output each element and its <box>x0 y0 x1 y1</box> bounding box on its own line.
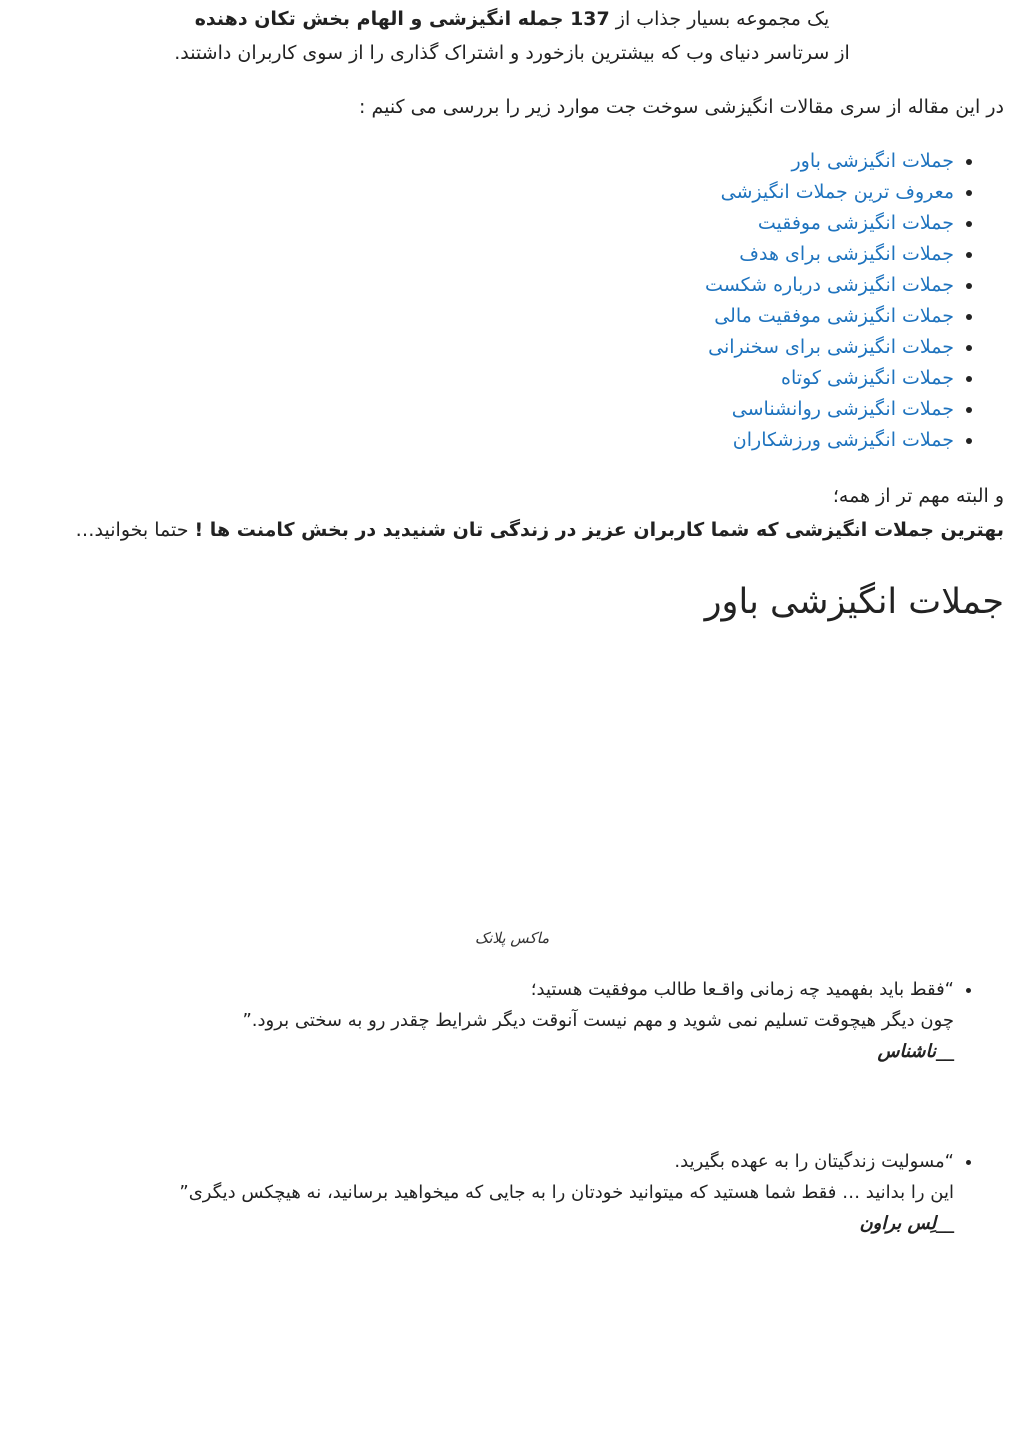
toc-link-failure[interactable]: جملات انگیزشی درباره شکست <box>705 274 954 296</box>
toc-item <box>705 363 954 394</box>
table-of-contents <box>705 146 974 456</box>
quote-line-1: • “مسولیت زندگیتان را به عهده بگیرید. <box>674 1151 954 1172</box>
closing-line-2 <box>76 513 1004 547</box>
toc-link-belief[interactable]: جملات انگیزشی باور <box>791 150 954 172</box>
toc-link-short[interactable]: جملات انگیزشی کوتاه <box>781 367 954 389</box>
closing-line-2-text: حتما بخوانید… <box>75 519 195 541</box>
quote-block-1 <box>242 974 974 1067</box>
quote-line-2: این را بدانید … فقط شما هستید که میتوانید خودتان را به جایی که میخواهید برسانید، نه هیچکس دیگری” <box>179 1182 954 1203</box>
toc-item <box>705 425 954 456</box>
quote-line-1: • “فقط باید بفهمید چه زمانی واقـعا طالب موفقیت هستید؛ <box>530 979 954 1000</box>
closing-line-2-bold: بهترین جملات انگیزشی که شما کاربران عزیز در زندگی تان شنیدید در بخش کامنت ها ! <box>194 519 1004 541</box>
toc-link-speech[interactable]: جملات انگیزشی برای سخنرانی <box>708 336 954 358</box>
toc-item <box>705 146 954 177</box>
toc-item <box>705 177 954 208</box>
toc-link-athletes[interactable]: جملات انگیزشی ورزشکاران <box>732 429 954 451</box>
toc-item <box>705 270 954 301</box>
quote-block-2 <box>179 1146 974 1239</box>
toc-link-goal[interactable]: جملات انگیزشی برای هدف <box>739 243 954 265</box>
quote-line-2: چون دیگر هیچوقت تسلیم نمی شوید و مهم نیست آنوقت دیگر شرایط چقدر رو به سختی برود.” <box>242 1010 954 1031</box>
intro-paragraph <box>0 2 1024 70</box>
toc-link-financial[interactable]: جملات انگیزشی موفقیت مالی <box>714 305 954 327</box>
toc-item <box>705 301 954 332</box>
toc-item <box>705 332 954 363</box>
closing-line-1: و البته مهم تر از همه؛ <box>832 485 1004 507</box>
intro-line-1-text: یک مجموعه بسیار جذاب از <box>609 8 830 30</box>
quote-author: __لِس براون <box>859 1213 954 1234</box>
image-caption: ماکس پلانک <box>474 929 550 947</box>
toc-item <box>705 394 954 425</box>
toc-link-success[interactable]: جملات انگیزشی موفقیت <box>757 212 954 234</box>
section-title: جملات انگیزشی باور <box>704 582 1004 622</box>
toc-item <box>705 239 954 270</box>
intro-line-1-bold: 137 جمله انگیزشی و الهام بخش تکان دهنده <box>194 8 610 30</box>
review-intro: در این مقاله از سری مقالات انگیزشی سوخت جت موارد زیر را بررسی می کنیم : <box>359 96 1004 118</box>
quote-item <box>242 974 954 1067</box>
toc-link-famous[interactable]: معروف ترین جملات انگیزشی <box>720 181 954 203</box>
quote-item <box>179 1146 954 1239</box>
intro-line-2: از سرتاسر دنیای وب که بیشترین بازخورد و اشتراک گذاری را از سوی کاربران داشتند. <box>174 42 850 64</box>
toc-link-psychology[interactable]: جملات انگیزشی روانشناسی <box>731 398 954 420</box>
toc-item <box>705 208 954 239</box>
intro-line-1 <box>0 2 1024 36</box>
quote-author: __ناشناس <box>877 1041 954 1062</box>
